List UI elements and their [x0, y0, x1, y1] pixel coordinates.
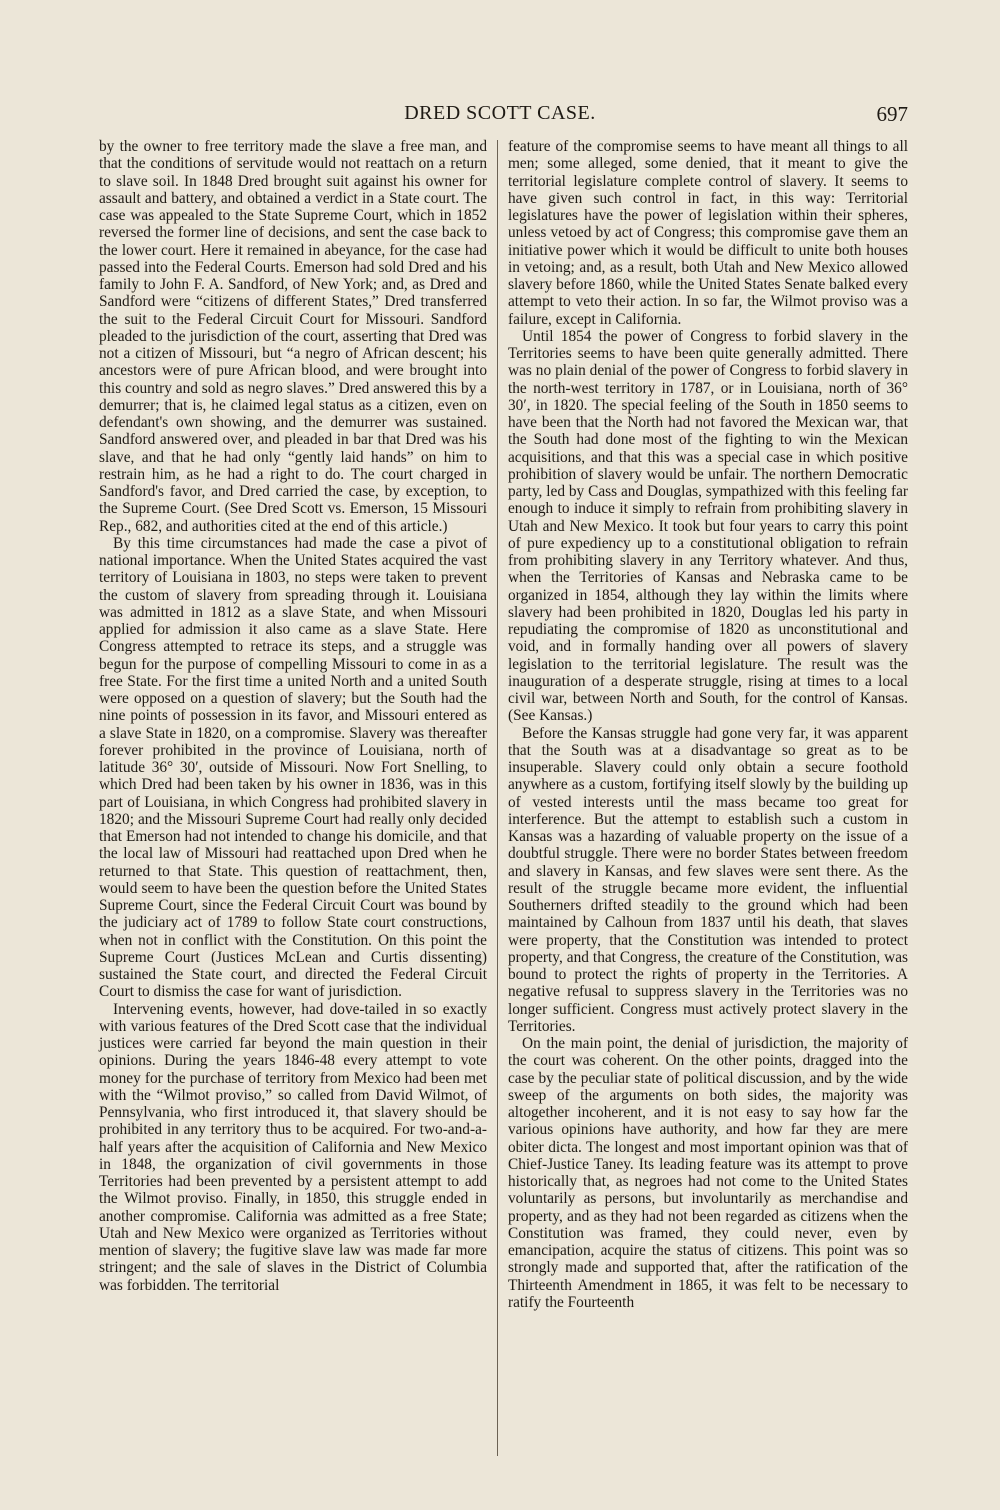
- running-title: DRED SCOTT CASE.: [404, 102, 596, 124]
- paragraph: On the main point, the denial of jurisdiction, the majority of the court was coherent. On the other points, dragged into the case by the peculiar state of political discussion, and by the wide sweep of the arguments on both sides, the majority was altogether incoherent, and it is not easy to say how far the various opinions have authority, and how far they are mere obiter dicta. The longest and most important opinion was that of Chief-Justice Taney. Its leading feature was its attempt to prove historically that, as negroes had not come to the United States voluntarily as persons, but involuntarily as merchandise and property, and as they had not been regarded as citizens when the Constitution was framed, they could never, even by emancipation, acquire the status of citizens. This point was so strongly made and supported that, after the ratification of the Thirteenth Amendment in 1865, it was felt to be necessary to ratify the Fourteenth: [508, 1035, 908, 1311]
- column-divider: [497, 140, 498, 1456]
- paragraph: feature of the compromise seems to have meant all things to all men; some alleged, some denied, that it meant to give the territorial legislature complete control of slavery. It seems to have given such control in fact, in this way: Territorial legislatures have the power of legislation within their spheres, unless vetoed by act of Congress; this compromise gave them an initiative power which it would be difficult to unite both houses in vetoing; and, as a result, both Utah and New Mexico allowed slavery before 1860, while the United States Senate balked every attempt to veto their action. In so far, the Wilmot proviso was a failure, except in California.: [508, 138, 908, 328]
- paragraph: Until 1854 the power of Congress to forbid slavery in the Territories seems to have been quite generally admitted. There was no plain denial of the power of Congress to forbid slavery in the north-west territory in 1787, or in Louisiana, north of 36° 30′, in 1820. The special feeling of the South in 1850 seems to have been that the North had not favored the Mexican war, that the South had done most of the fighting to win the Mexican acquisitions, and that this was a special case in which positive prohibition of slavery would be unfair. The northern Democratic party, led by Cass and Douglas, sympathized with this feeling far enough to induce it simply to refrain from prohibiting slavery in Utah and New Mexico. It took but four years to carry this point of pure expediency up to a constitutional obligation to refrain from prohibiting slavery in any Territory whatever. And thus, when the Territories of Kansas and Nebraska came to be organized in 1854, although they lay within the limits where slavery had been prohibited in 1820, Douglas led his party in repudiating the compromise of 1820 as unconstitutional and void, and in formally handing over all powers of slavery legislation to the territorial legislature. The result was the inauguration of a desperate struggle, rising at times to a local civil war, between North and South, for the control of Kansas. (See Kansas.): [508, 327, 908, 725]
- page-number: 697: [876, 102, 908, 126]
- paragraph: Before the Kansas struggle had gone very far, it was apparent that the South was at a disadvantage so great as to be insuperable. Slavery could only obtain a secure foothold anywhere as a custom, fortifying itself slowly by the building up of vested interests until the mass became too great for interference. But the attempt to establish such a custom in Kansas was a hazarding of valuable property on the issue of a doubtful struggle. There were no border States between freedom and slavery in Kansas, and few slaves were sent there. As the result of the struggle became more evident, the influential Southerners drifted steadily to the ground which had been maintained by Calhoun from 1837 until his death, that slaves were property, that the Constitution was intended to protect property, and that Congress, the creature of the Constitution, was bound to protect the rights of property in the Territories. A negative refusal to suppress slavery in the Territories was no longer sufficient. Congress must actively protect slavery in the Territories.: [508, 724, 908, 1035]
- paragraph: Intervening events, however, had dove-tailed in so exactly with various features of the Dred Scott case that the individual justices were carried far beyond the main question in their opinions. During the years 1846-48 every attempt to vote money for the purchase of territory from Mexico had been met with the “Wilmot proviso,” so called from David Wilmot, of Pennsylvania, who first introduced it, that slavery should be prohibited in any territory thus to be acquired. For two-and-a-half years after the acquisition of California and New Mexico in 1848, the organization of civil governments in those Territories had been prevented by a persistent attempt to add the Wilmot proviso. Finally, in 1850, this struggle ended in another compromise. California was admitted as a free State; Utah and New Mexico were organized as Territories without mention of slavery; the fugitive slave law was made far more stringent; and the sale of slaves in the District of Columbia was forbidden. The territorial: [99, 1000, 487, 1294]
- left-column: [99, 138, 487, 1456]
- paragraph: By this time circumstances had made the case a pivot of national importance. When the United States acquired the vast territory of Louisiana in 1803, no steps were taken to prevent the custom of slavery from spreading through it. Louisiana was admitted in 1812 as a slave State, and when Missouri applied for admission it also came as a slave State. Here Congress attempted to retrace its steps, and a struggle was begun for the purpose of compelling Missouri to come in as a free State. For the first time a united North and a united South were opposed on a question of slavery; but the South had the nine points of possession in its favor, and Missouri entered as a slave State in 1820, on a compromise. Slavery was thereafter forever prohibited in the province of Louisiana, north of latitude 36° 30′, outside of Missouri. Now Fort Snelling, to which Dred had been taken by his owner in 1836, was in this part of Louisiana, in which Congress had prohibited slavery in 1820; and the Missouri Supreme Court had really only decided that Emerson had not intended to change his domicile, and that the local law of Missouri had reattached upon Dred when he returned to that State. This question of reattachment, then, would seem to have been the question before the United States Supreme Court, since the Federal Circuit Court was bound by the judiciary act of 1789 to follow State court constructions, when not in conflict with the Constitution. On this point the Supreme Court (Justices McLean and Curtis dissenting) sustained the State court, and directed the Federal Circuit Court to dismiss the case for want of jurisdiction.: [99, 534, 487, 1001]
- paragraph: by the owner to free territory made the slave a free man, and that the conditions of servitude would not reattach on a return to slave soil. In 1848 Dred brought suit against his owner for assault and battery, and obtained a verdict in a State court. The case was appealed to the State Supreme Court, which in 1852 reversed the former line of decisions, and sent the case back to the lower court. Here it remained in abeyance, for the case had passed into the Federal Courts. Emerson had sold Dred and his family to John F. A. Sandford, of New York; and, as Dred and Sandford were “citizens of different States,” Dred transferred the suit to the Federal Circuit Court for Missouri. Sandford pleaded to the jurisdiction of the court, asserting that Dred was not a citizen of Missouri, but “a negro of African descent; his ancestors were of pure African blood, and were brought into this country and sold as negro slaves.” Dred answered this by a demurrer; that is, he claimed legal status as a citizen, even on defendant's own showing, and the demurrer was sustained. Sandford answered over, and pleaded in bar that Dred was his slave, and that he had only “gently laid hands” on him to restrain him, as he had a right to do. The court charged in Sandford's favor, and Dred carried the case, by exception, to the Supreme Court. (See Dred Scott vs. Emerson, 15 Missouri Rep., 682, and authorities cited at the end of this article.): [99, 138, 487, 535]
- page-header: [0, 100, 1000, 130]
- right-column: [508, 138, 908, 1456]
